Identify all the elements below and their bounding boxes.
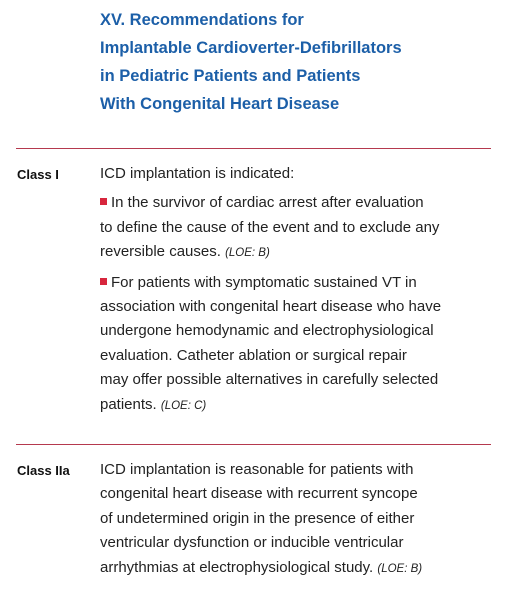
recommendation-item xyxy=(100,191,495,265)
level-of-evidence: (LOE: B) xyxy=(225,247,270,260)
class-label: Class IIa xyxy=(17,463,70,478)
class-intro: ICD implantation is indicated: xyxy=(100,165,295,182)
class-1-recommendations xyxy=(100,162,495,418)
line-text: In the survivor of cardiac arrest after evaluation xyxy=(111,194,424,212)
recommendation-line: to define the cause of the event and to exclude any xyxy=(100,218,440,236)
class-label: Class I xyxy=(17,167,59,182)
recommendation-line xyxy=(100,240,495,265)
title-line: in Pediatric Patients and Patients xyxy=(100,67,361,85)
recommendation-line xyxy=(100,393,495,418)
recommendation-line: evaluation. Catheter ablation or surgical repair xyxy=(100,346,407,364)
divider-rule xyxy=(16,444,491,445)
recommendation-line: may offer possible alternatives in carefully selected xyxy=(100,371,439,389)
line-text: For patients with symptomatic sustained VT in xyxy=(111,273,417,291)
recommendation-item xyxy=(100,271,495,418)
recommendation-line: ICD implantation is reasonable for patients with xyxy=(100,461,414,478)
line-text: arrhythmias at electrophysiological study. xyxy=(100,558,374,576)
recommendation-line: ventricular dysfunction or inducible ventricular xyxy=(100,534,404,552)
recommendation-line: undergone hemodynamic and electrophysiological xyxy=(100,322,434,340)
recommendation-line: association with congenital heart disease who have xyxy=(100,298,442,316)
title-line: XV. Recommendations for xyxy=(100,11,304,29)
class-2a-recommendations xyxy=(100,458,495,581)
level-of-evidence: (LOE: C) xyxy=(160,399,207,412)
level-of-evidence: (LOE: B) xyxy=(377,562,423,575)
recommendation-line: congenital heart disease with recurrent syncope xyxy=(100,485,418,503)
title-line: With Congenital Heart Disease xyxy=(100,95,340,113)
section-title xyxy=(100,6,500,118)
recommendation-line: of undetermined origin in the presence of either xyxy=(100,509,415,527)
square-bullet-icon xyxy=(100,278,107,285)
recommendation-line xyxy=(100,271,495,295)
title-line: Implantable Cardioverter-Defibrillators xyxy=(100,39,402,57)
line-text: patients. xyxy=(100,395,157,413)
recommendation-line xyxy=(100,191,495,215)
divider-rule xyxy=(16,148,491,149)
square-bullet-icon xyxy=(100,198,107,205)
recommendation-line xyxy=(100,556,495,581)
line-text: reversible causes. xyxy=(100,243,221,261)
